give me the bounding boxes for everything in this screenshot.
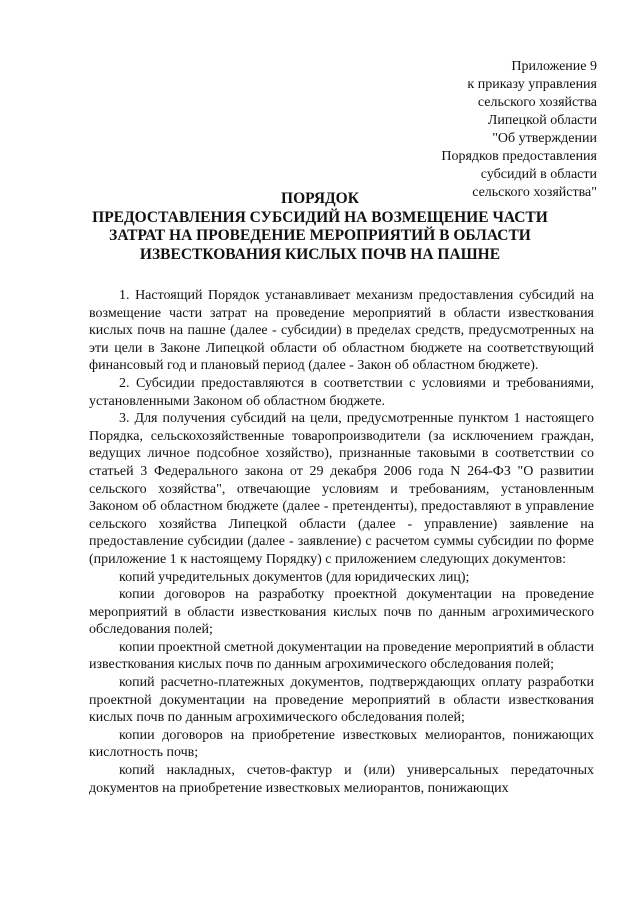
title-line: ПОРЯДОК xyxy=(281,190,359,207)
title-line: ИЗВЕСТКОВАНИЯ КИСЛЫХ ПОЧВ НА ПАШНЕ xyxy=(139,245,501,263)
list-item: копий накладных, счетов-фактур и (или) универсальных передаточных документов на приобретение известковых мелиорантов, понижающих xyxy=(89,763,594,796)
list-item: копий учредительных документов (для юридических лиц); xyxy=(119,569,470,585)
paragraph-3: 3. Для получения субсидий на цели, предусмотренные пунктом 1 настоящего Порядка, сельскохозяйственные товаропроизводители (за исключением граждан, ведущих личное подсобное хозяйство), признанные таковыми в соответствии со статьей 3 Федерального закона от 29 декабря 2006 года N 264-ФЗ "О развитии сельского хозяйства", отвечающие условиям и требованиям, установленным Законом об областном бюджете (далее - претенденты), предоставляют в управление сельского хозяйства Липецкой области (далее - управление) заявление на предоставление субсидии (далее - заявление) с расчетом суммы субсидии по форме (приложение 1 к настоящему Порядку) с приложением следующих документов: xyxy=(89,411,594,567)
list-item: копии проектной сметной документации на проведение мероприятий в области известкования кислых почв по данным агрохимического обследования полей; xyxy=(89,639,594,673)
paragraph-1: 1. Настоящий Порядок устанавливает механизм предоставления субсидий на возмещение части затрат на проведение мероприятий в области известкования кислых почв на пашне (далее - субсидии) в пределах средств, предусмотренных на эти цели в Законе Липецкой области об областном бюджете на соответствующий финансовый год и плановый период (далее - Закон об областном бюджете). xyxy=(89,288,594,374)
document-body xyxy=(89,287,594,797)
annex-line: субсидий в области xyxy=(480,167,597,182)
annex-line: сельского хозяйства xyxy=(477,95,597,110)
title-line: ПРЕДОСТАВЛЕНИЯ СУБСИДИЙ НА ВОЗМЕЩЕНИЕ ЧАСТИ xyxy=(92,208,548,226)
annex-header xyxy=(441,58,597,202)
title-line: ЗАТРАТ НА ПРОВЕДЕНИЕ МЕРОПРИЯТИЙ В ОБЛАСТИ xyxy=(109,227,531,244)
list-item: копий расчетно-платежных документов, подтверждающих оплату разработки проектной документации на проведение мероприятий в области известкования кислых почв по данным агрохимического обследования полей; xyxy=(89,675,594,726)
annex-line: сельского хозяйства" xyxy=(472,185,597,200)
annex-line: Приложение 9 xyxy=(511,59,597,74)
document-title xyxy=(60,190,580,264)
annex-line: Порядков предоставления xyxy=(441,149,597,164)
list-item: копии договоров на приобретение известковых мелиорантов, понижающих кислотность почв; xyxy=(89,727,594,761)
paragraph-2: 2. Субсидии предоставляются в соответствии с условиями и требованиями, установленными Законом об областном бюджете. xyxy=(89,375,594,409)
annex-line: Липецкой области xyxy=(487,113,597,128)
annex-line: к приказу управления xyxy=(467,77,597,92)
list-item: копии договоров на разработку проектной документации на проведение мероприятий в области известкования кислых почв по данным агрохимического обследования полей; xyxy=(89,587,594,638)
annex-line: "Об утверждении xyxy=(492,131,597,146)
